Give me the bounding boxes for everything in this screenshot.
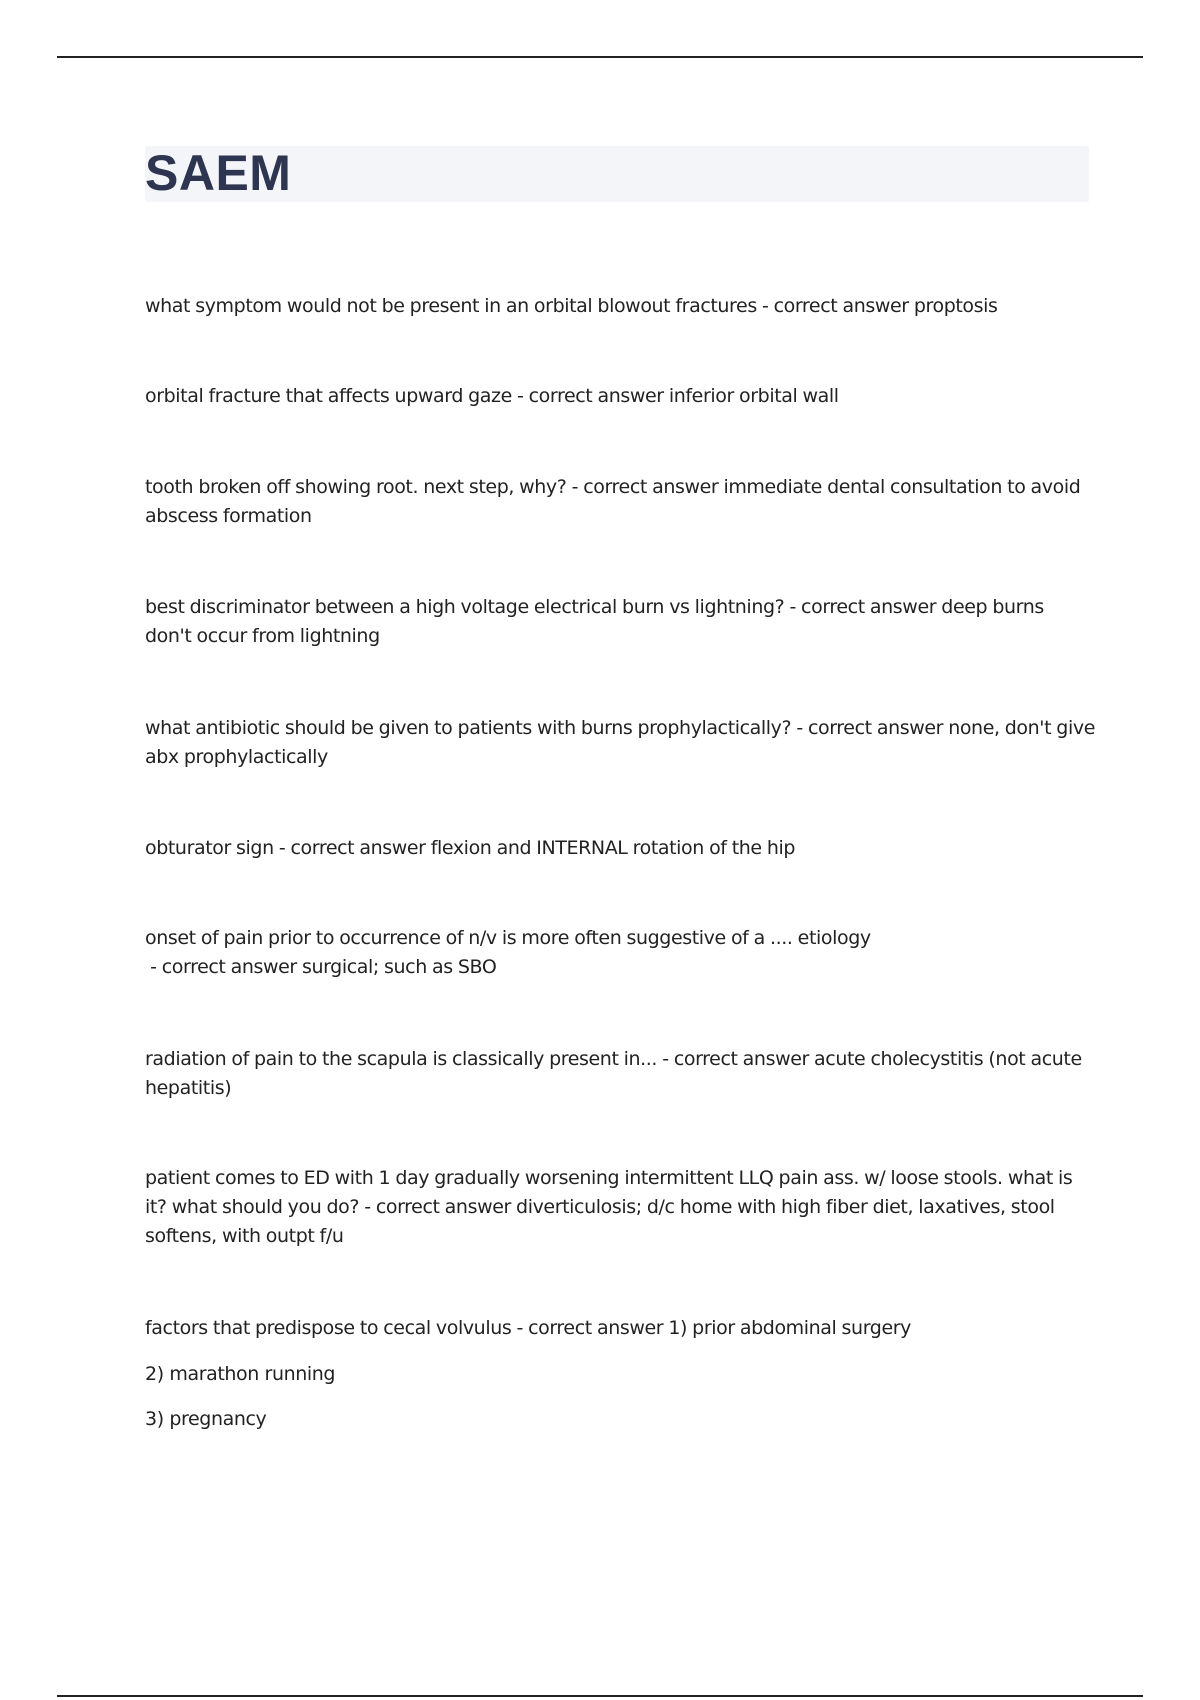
answer-separator: - correct answer (359, 1196, 517, 1218)
question-text: patient comes to ED with 1 day gradually worsening intermittent LLQ pain ass. w/ loose stools. what is it? what should you do? (145, 1167, 1073, 1218)
question-text: what symptom would not be present in an orbital blowout fractures (145, 295, 757, 317)
question-text: factors that predispose to cecal volvulus (145, 1317, 512, 1339)
question-text: tooth broken off showing root. next step, why? (145, 476, 567, 498)
answer-separator: - correct answer (784, 596, 942, 618)
answer-separator: - correct answer (145, 956, 302, 978)
question-text: radiation of pain to the scapula is classically present in... (145, 1048, 658, 1070)
answer-text: proptosis (913, 295, 998, 317)
answer-separator: - correct answer (511, 385, 669, 407)
qa-item-10 (145, 1314, 1095, 1343)
qa-item-9 (145, 1164, 1095, 1251)
page-title: SAEM (145, 145, 292, 201)
answer-separator: - correct answer (756, 295, 914, 317)
question-text: orbital fracture that affects upward gaze (145, 385, 512, 407)
answer-text: none, don't give abx prophylactically (145, 717, 1095, 768)
question-text: best discriminator between a high voltage electrical burn vs lightning? (145, 596, 785, 618)
qa-item-8 (145, 1045, 1095, 1103)
answer-text: immediate dental consultation to avoid abscess formation (145, 476, 1081, 527)
question-text: what antibiotic should be given to patients with burns prophylactically? (145, 717, 792, 739)
qa-item-1 (145, 292, 1095, 321)
answer-continuation-line: 3) pregnancy (145, 1408, 267, 1430)
answer-text: acute cholecystitis (not acute hepatitis) (145, 1048, 1082, 1099)
answer-continuation-line: 2) marathon running (145, 1363, 336, 1385)
answer-text: deep burns don't occur from lightning (145, 596, 1044, 647)
answer-separator: - correct answer (511, 1317, 669, 1339)
answer-text: flexion and INTERNAL rotation of the hip (430, 837, 796, 859)
qa-item-7 (145, 924, 1095, 982)
answer-text: 1) prior abdominal surgery (668, 1317, 911, 1339)
question-text: onset of pain prior to occurrence of n/v is more often suggestive of a .... etiology (145, 927, 871, 949)
answer-separator: - correct answer (566, 476, 724, 498)
qa-item-5 (145, 714, 1095, 772)
qa-item-6 (145, 834, 1095, 863)
top-rule (57, 56, 1143, 58)
answer-separator: - correct answer (657, 1048, 815, 1070)
bottom-rule (57, 1695, 1143, 1697)
qa-item-4 (145, 593, 1095, 651)
answer-text: diverticulosis; d/c home with high fiber diet, laxatives, stool softens, with outpt f/u (145, 1196, 1055, 1247)
qa-item-3 (145, 473, 1095, 531)
answer-text: inferior orbital wall (668, 385, 839, 407)
answer-text: surgical; such as SBO (301, 956, 497, 978)
question-text: obturator sign (145, 837, 274, 859)
answer-separator: - correct answer (273, 837, 431, 859)
qa-item-2 (145, 382, 1095, 411)
answer-separator: - correct answer (791, 717, 949, 739)
